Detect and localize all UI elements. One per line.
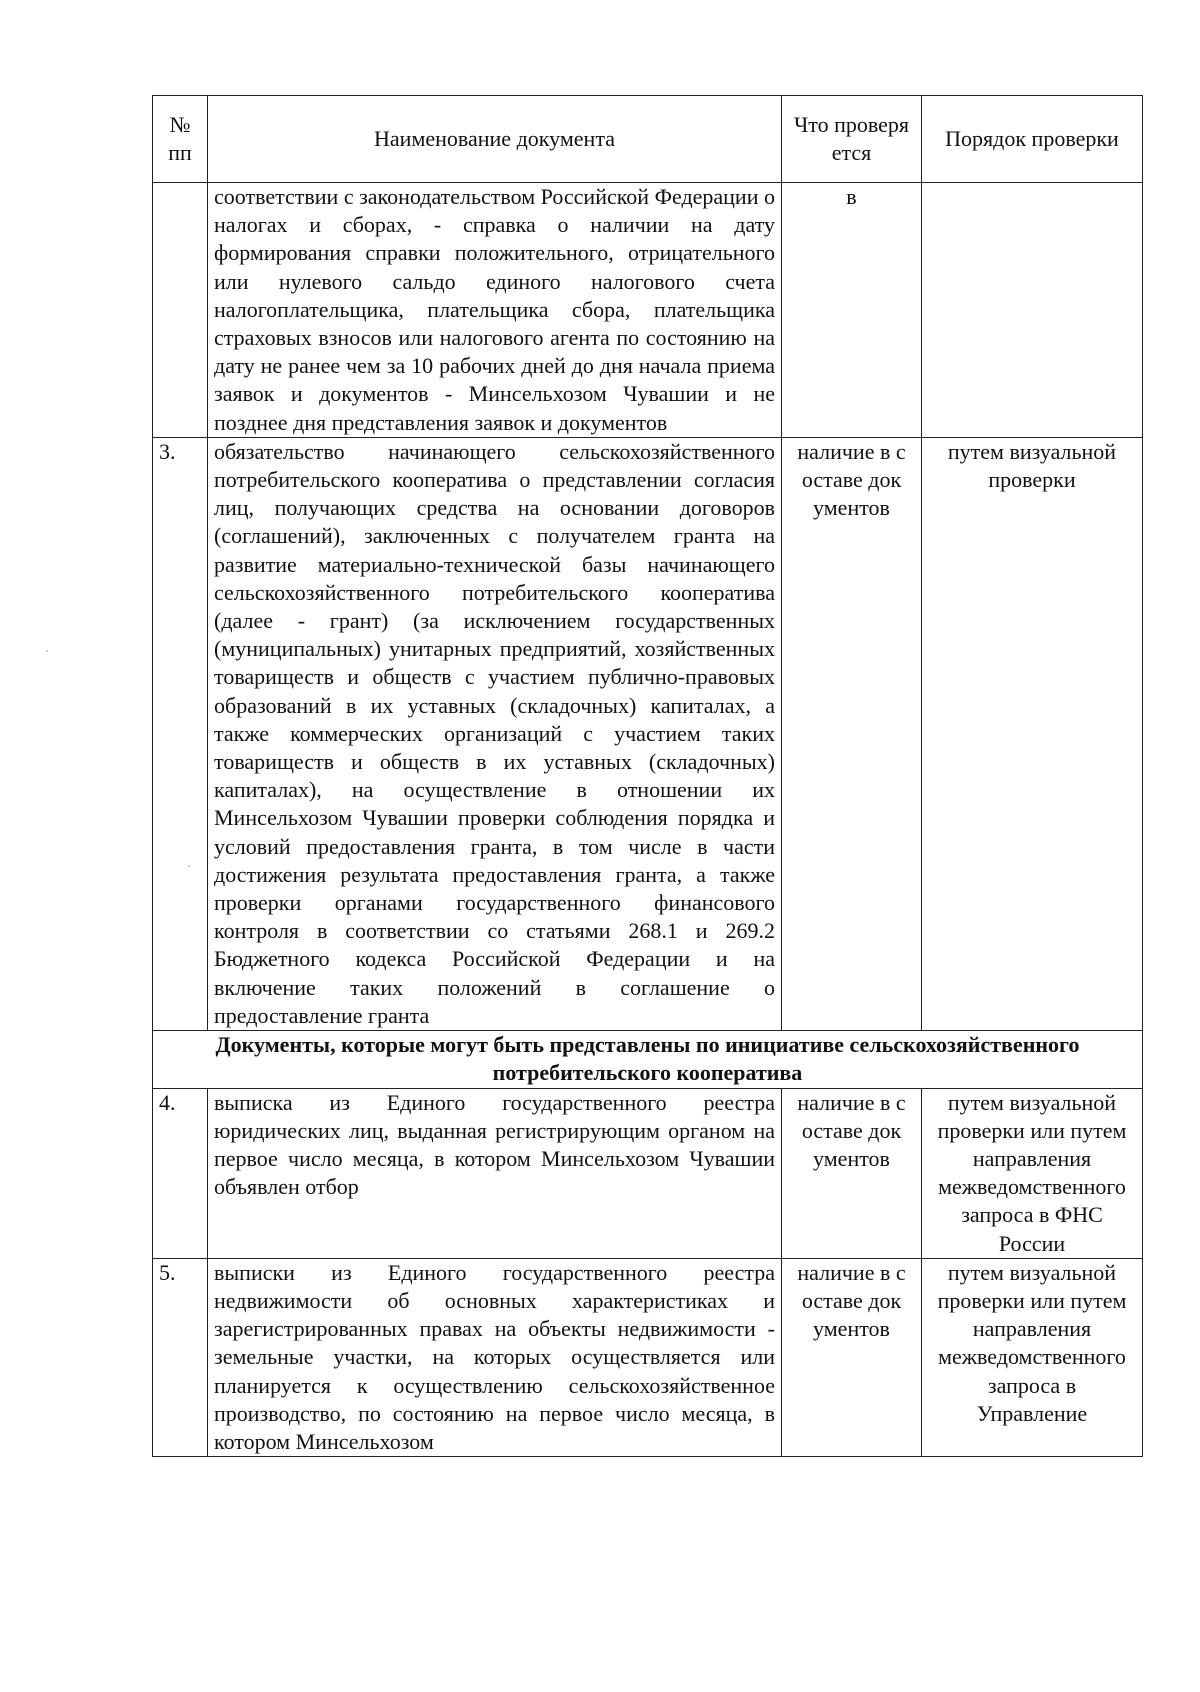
documents-table	[152, 95, 1143, 1457]
row-check-what: наличие в составе документов	[782, 437, 922, 1030]
row-num	[153, 183, 208, 438]
scan-speck	[188, 865, 190, 867]
section-heading: Документы, которые могут быть представлены по инициативе сельскохозяйственного потребительского кооператива	[153, 1031, 1143, 1088]
row-check-order: путем визуальной проверки	[922, 437, 1143, 1030]
row-num: 4.	[153, 1088, 208, 1258]
row-check-order: путем визуальной проверки или путем направления межведомственного запроса в Управление	[922, 1258, 1143, 1456]
row-document-name: выписка из Единого государственного реестра юридических лиц, выданная регистрирующим органом на первое число месяца, в котором Минсельхозом Чувашии объявлен отбор	[208, 1088, 782, 1258]
scan-speck	[46, 650, 48, 652]
row-check-what: в	[782, 183, 922, 438]
row-document-name: соответствии с законодательством Российской Федерации о налогах и сборах, - справка о наличии на дату формирования справки положительного, отрицательного или нулевого сальдо единого налогового счета налогоплательщика, плательщика сбора, плательщика страховых взносов или налогового агента по состоянию на дату не ранее чем за 10 рабочих дней до дня начала приема заявок и документов - Минсельхозом Чувашии и не позднее дня представления заявок и документов	[208, 183, 782, 438]
table-header-row	[153, 96, 1143, 183]
row-document-name: выписки из Единого государственного реестра недвижимости об основных характеристиках и зарегистрированных правах на объекты недвижимости - земельные участки, на которых осуществляется или планируется к осуществлению сельскохозяйственное производство, по состоянию на первое число месяца, в котором Минсельхозом	[208, 1258, 782, 1456]
section-heading-row	[153, 1031, 1143, 1088]
row-check-what: наличие в составе документов	[782, 1258, 922, 1456]
header-what: Что проверяется	[782, 96, 922, 183]
header-num: № пп	[153, 96, 208, 183]
row-check-order	[922, 183, 1143, 438]
header-order: Порядок проверки	[922, 96, 1143, 183]
row-check-what: наличие в составе документов	[782, 1088, 922, 1258]
table-row	[153, 437, 1143, 1030]
row-num: 3.	[153, 437, 208, 1030]
row-check-order: путем визуальной проверки или путем направления межведомственного запроса в ФНС России	[922, 1088, 1143, 1258]
row-document-name: обязательство начинающего сельскохозяйственного потребительского кооператива о представлении согласия лиц, получающих средства на основании договоров (соглашений), заключенных с получателем гранта на развитие материально-технической базы начинающего сельскохозяйственного потребительского кооператива (далее - грант) (за исключением государственных (муниципальных) унитарных предприятий, хозяйственных товариществ и обществ с участием публично-правовых образований в их уставных (складочных) капиталах, а также коммерческих организаций с участием таких товариществ и обществ в их уставных (складочных) капиталах), на осуществление в отношении их Минсельхозом Чувашии проверки соблюдения порядка и условий предоставления гранта, в том числе в части достижения результата предоставления гранта, а также проверки органами государственного финансового контроля в соответствии со статьями 268.1 и 269.2 Бюджетного кодекса Российской Федерации и на включение таких положений в соглашение о предоставление гранта	[208, 437, 782, 1030]
table-row	[153, 1088, 1143, 1258]
header-name: Наименование документа	[208, 96, 782, 183]
row-num: 5.	[153, 1258, 208, 1456]
table-row	[153, 183, 1143, 438]
table-row	[153, 1258, 1143, 1456]
